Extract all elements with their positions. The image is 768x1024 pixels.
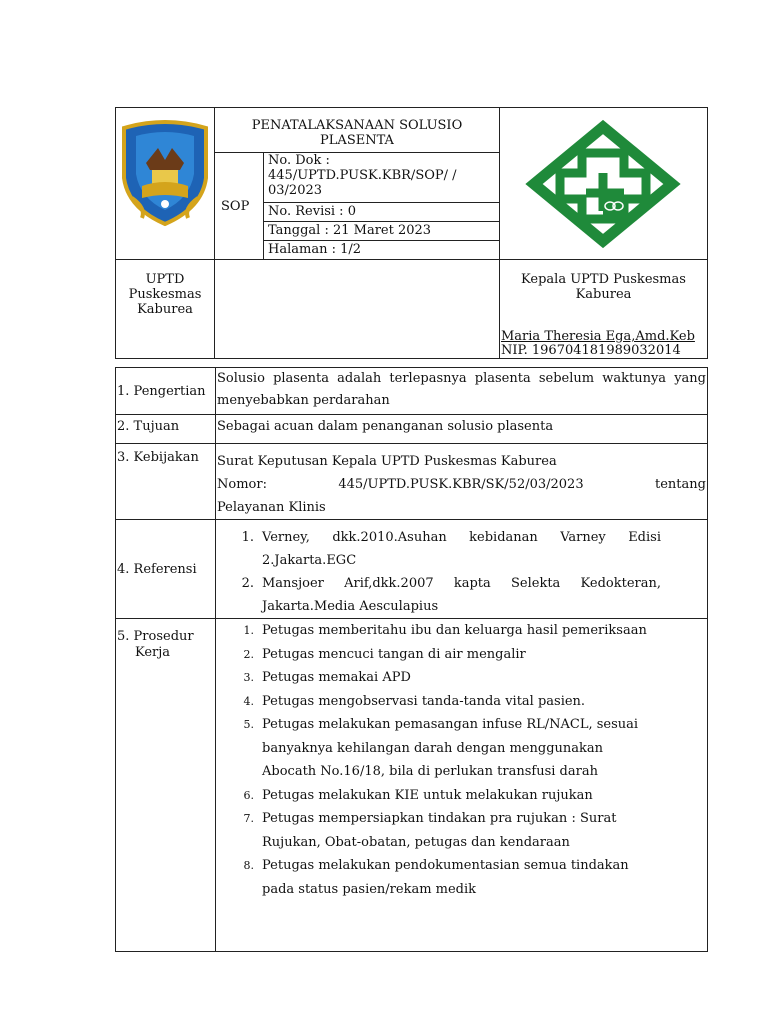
procedure-step-text: Petugas memakai APD [262, 670, 411, 685]
procedure-step-text: Petugas melakukan pendokumentasian semua tindakan pada status pasien/rekam medik [262, 858, 629, 897]
procedure-step [234, 784, 707, 808]
procedure-step [234, 854, 707, 901]
approval-block [500, 260, 708, 359]
doc-number: No. Dok : 445/UPTD.PUSK.KBR/SOP/ / 03/2023 [264, 153, 500, 203]
organization-name: UPTD Puskesmas Kaburea [116, 260, 215, 359]
empty-cell [215, 260, 500, 359]
procedure-step-text: Petugas mencuci tangan di air mengalir [262, 646, 526, 662]
procedure-step [234, 690, 707, 714]
regency-emblem-cell [116, 108, 215, 260]
doc-revision: No. Revisi : 0 [264, 203, 500, 222]
procedure-step-number: 7. [243, 812, 254, 825]
signer-nip: NIP. 196704181989032014 [501, 343, 681, 358]
procedure-step-number: 2. [243, 647, 254, 661]
puskesmas-logo-icon [500, 111, 707, 257]
section-label-tujuan: 2. Tujuan [116, 415, 216, 444]
procedure-step-text: Petugas mengobservasi tanda-tanda vital pasien. [262, 693, 586, 709]
section-text-kebijakan: Surat Keputusan Kepala UPTD Puskesmas Kaburea Nomor: 445/UPTD.PUSK.KBR/SK/52/03/2023 tentang Pelayanan Klinis [216, 444, 708, 520]
section-label-referensi: 4. Referensi [116, 520, 216, 619]
procedure-steps [234, 619, 707, 901]
title-block [215, 108, 500, 260]
procedure-step [234, 619, 707, 643]
doc-page: Halaman : 1/2 [264, 241, 500, 260]
reference-item: 2. Mansjoer Arif,dkk.2007 kapta Selekta Kedokteran, Jakarta.Media Aesculapius [241, 576, 661, 614]
sop-body-table [115, 367, 708, 952]
procedure-step [234, 713, 707, 784]
reference-item: 1. Verney, dkk.2010.Asuhan kebidanan Varney Edisi 2.Jakarta.EGC [241, 530, 661, 568]
procedure-step-text: Petugas memberitahu ibu dan keluarga hasil pemeriksaan [262, 623, 647, 638]
procedure-step-text: Petugas melakukan pemasangan infuse RL/NACL, sesuai banyaknya kehilangan darah dengan menggunakan Abocath No.16/18, bila di perlukan transfusi darah [262, 717, 639, 779]
procedure-step [234, 643, 707, 667]
section-label-pengertian: 1. Pengertian [116, 368, 216, 415]
puskesmas-logo-cell [500, 108, 708, 260]
section-label-prosedur: 5. Prosedur Kerja [116, 619, 216, 952]
procedure-step-text: Petugas melakukan KIE untuk melakukan rujukan [262, 787, 593, 803]
procedure-step-number: 3. [243, 671, 254, 684]
sop-label: SOP [215, 153, 264, 260]
doc-meta-table [215, 152, 499, 259]
signer-name: Maria Theresia Ega,Amd.Keb [501, 329, 695, 344]
procedure-step-number: 1. [243, 624, 254, 637]
page-title: PENATALAKSANAAN SOLUSIO PLASENTA [251, 118, 463, 148]
section-text-tujuan: Sebagai acuan dalam penanganan solusio plasenta [216, 415, 708, 444]
procedure-step-text: Petugas mempersiapkan tindakan pra rujukan : Surat Rujukan, Obat-obatan, petugas dan kendaraan [262, 811, 617, 850]
procedure-list [216, 619, 708, 952]
reference-list [216, 520, 708, 619]
procedure-step [234, 807, 707, 854]
procedure-step [234, 666, 707, 690]
section-text-pengertian: Solusio plasenta adalah terlepasnya plasenta sebelum waktunya yang menyebabkan perdarahan [216, 368, 708, 415]
approver-signature [501, 330, 695, 358]
procedure-step-number: 5. [243, 718, 254, 731]
sop-header-table [115, 107, 708, 359]
procedure-step-number: 4. [243, 694, 254, 708]
doc-date: Tanggal : 21 Maret 2023 [264, 222, 500, 241]
procedure-step-number: 6. [243, 788, 254, 802]
procedure-step-number: 8. [243, 859, 254, 872]
approver-title: Kepala UPTD Puskesmas Kaburea [521, 272, 686, 302]
section-label-kebijakan: 3. Kebijakan [116, 444, 216, 520]
regency-emblem-icon [116, 108, 214, 254]
